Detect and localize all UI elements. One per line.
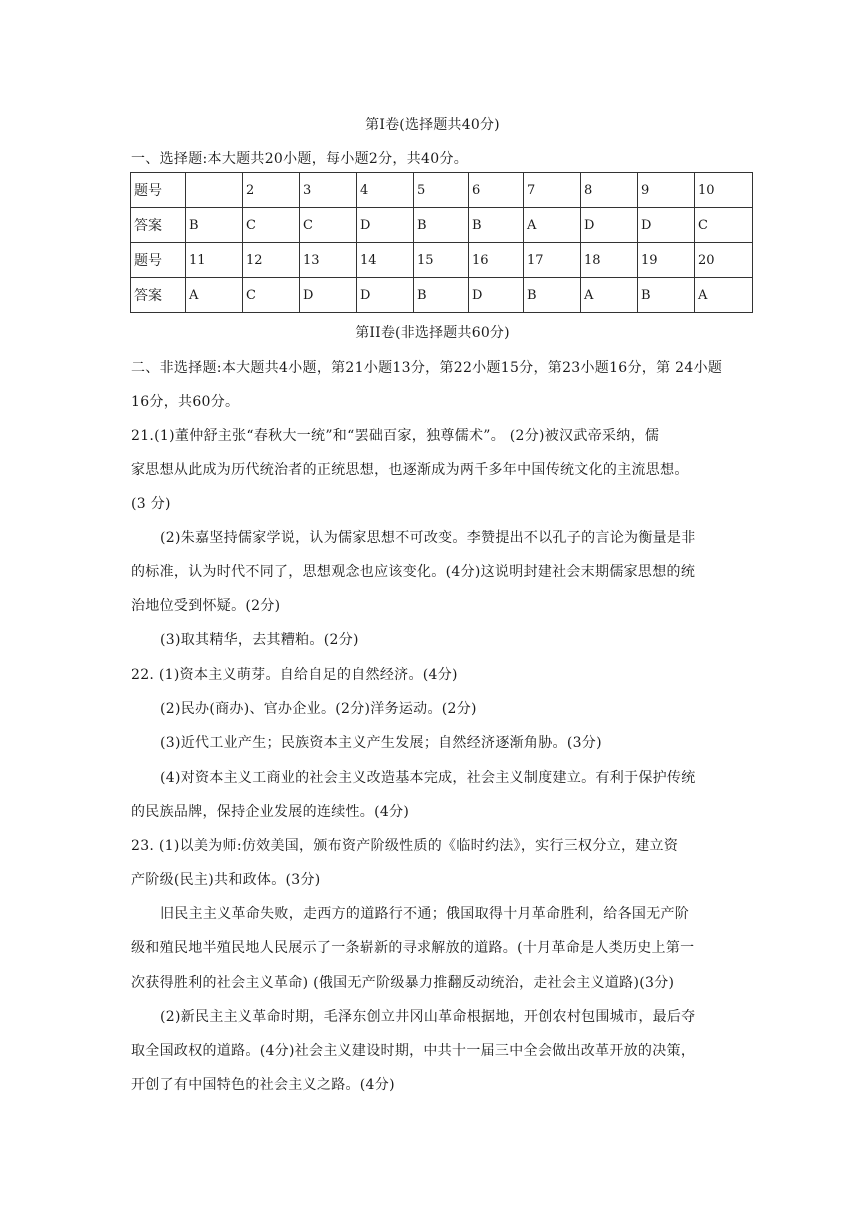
text-line: (4)对资本主义工商业的社会主义改造基本完成，社会主义制度建立。有利于保护传统 [160, 770, 696, 786]
table-cell: D [300, 278, 357, 313]
text-line: (2)新民主主义革命时期，毛泽东创立井冈山革命根据地，开创农村包围城市，最后夺 [160, 1009, 696, 1025]
text-line: 产阶级(民主)共和政体。(3分) [131, 872, 321, 888]
table-cell: 8 [581, 173, 638, 208]
table-cell: B [186, 208, 243, 243]
table-cell [186, 173, 243, 208]
table-cell: D [469, 278, 524, 313]
table-cell: 13 [300, 243, 357, 278]
table-cell: 11 [186, 243, 243, 278]
part2-title: 第II卷(非选择题共60分) [355, 325, 510, 341]
table-cell: 17 [524, 243, 581, 278]
table-cell: C [300, 208, 357, 243]
text-line: 次获得胜利的社会主义革命) (俄国无产阶级暴力推翻反动统治，走社会主义道路)(3分) [131, 975, 675, 991]
table-cell: 12 [243, 243, 300, 278]
text-line: 治地位受到怀疑。(2分) [131, 598, 281, 614]
table-cell: 6 [469, 173, 524, 208]
table-cell: B [469, 208, 524, 243]
text-line: 23. (1)以美为师:仿效美国，颁布资产阶级性质的《临时约法》，实行三权分立，建立资 [131, 838, 679, 854]
section1-heading: 一、选择题:本大题共20小题，每小题2分，共40分。 [131, 151, 469, 167]
table-row [131, 278, 753, 313]
row-label: 答案 [131, 208, 186, 243]
table-cell: D [357, 278, 414, 313]
table-cell: 20 [695, 243, 753, 278]
text-line: 的民族品牌，保持企业发展的连续性。(4分) [131, 804, 410, 820]
text-line: 22. (1)资本主义萌芽。自给自足的自然经济。(4分) [131, 667, 458, 683]
table-cell: 4 [357, 173, 414, 208]
table-cell: 18 [581, 243, 638, 278]
table-cell: 9 [638, 173, 695, 208]
table-cell: B [414, 278, 469, 313]
text-line: (3)取其精华，去其糟粕。(2分) [160, 632, 359, 648]
text-line: 家思想从此成为历代统治者的正统思想，也逐渐成为两千多年中国传统文化的主流思想。 [131, 462, 689, 478]
table-cell: 16 [469, 243, 524, 278]
text-line: (2)朱嘉坚持儒家学说，认为儒家思想不可改变。李赞提出不以孔子的言论为衡量是非 [160, 530, 696, 546]
table-cell: C [243, 208, 300, 243]
table-cell: 15 [414, 243, 469, 278]
text-line: (3)近代工业产生；民族资本主义产生发展；自然经济逐渐角胁。(3分) [160, 735, 602, 751]
table-row [131, 208, 753, 243]
table-cell: A [524, 208, 581, 243]
text-line: (2)民办(商办)、官办企业。(2分)洋务运动。(2分) [160, 701, 477, 717]
text-line: 21.(1)董仲舒主张“春秋大一统”和“罢础百家，独尊儒术”。 (2分)被汉武帝采纳，儒 [131, 428, 660, 444]
text-line: 16分，共60分。 [131, 394, 240, 410]
text-line: 旧民主主义革命失败，走西方的道路行不通；俄国取得十月革命胜利，给各国无产阶 [160, 906, 690, 922]
text-line: 的标准，认为时代不同了，思想观念也应该变化。(4分)这说明封建社会末期儒家思想的统 [131, 564, 696, 580]
table-cell: D [638, 208, 695, 243]
table-cell: B [638, 278, 695, 313]
row-label: 答案 [131, 278, 186, 313]
table-cell: 14 [357, 243, 414, 278]
table-cell: A [695, 278, 753, 313]
table-cell: B [414, 208, 469, 243]
table-cell: 7 [524, 173, 581, 208]
table-row [131, 243, 753, 278]
table-cell: B [524, 278, 581, 313]
table-cell: 3 [300, 173, 357, 208]
table-cell: 5 [414, 173, 469, 208]
row-label: 题号 [131, 243, 186, 278]
text-line: 级和殖民地半殖民地人民展示了一条崭新的寻求解放的道路。(十月革命是人类历史上第一 [131, 940, 695, 956]
part1-title: 第I卷(选择题共40分) [365, 117, 500, 133]
table-cell: D [581, 208, 638, 243]
table-cell: D [357, 208, 414, 243]
answer-table [130, 172, 753, 313]
table-cell: A [186, 278, 243, 313]
table-row [131, 173, 753, 208]
table-cell: C [243, 278, 300, 313]
text-line: (3 分) [131, 496, 171, 512]
table-cell: C [695, 208, 753, 243]
table-cell: 10 [695, 173, 753, 208]
section2-heading: 二、非选择题:本大题共4小题，第21小题13分，第22小题15分，第23小题16分，第 24小题 [131, 360, 723, 376]
table-cell: A [581, 278, 638, 313]
row-label: 题号 [131, 173, 186, 208]
table-cell: 2 [243, 173, 300, 208]
text-line: 取全国政权的道路。(4分)社会主义建设时期，中共十一届三中全会做出改革开放的决策， [131, 1043, 696, 1059]
table-cell: 19 [638, 243, 695, 278]
text-line: 开创了有中国特色的社会主义之路。(4分) [131, 1077, 395, 1093]
